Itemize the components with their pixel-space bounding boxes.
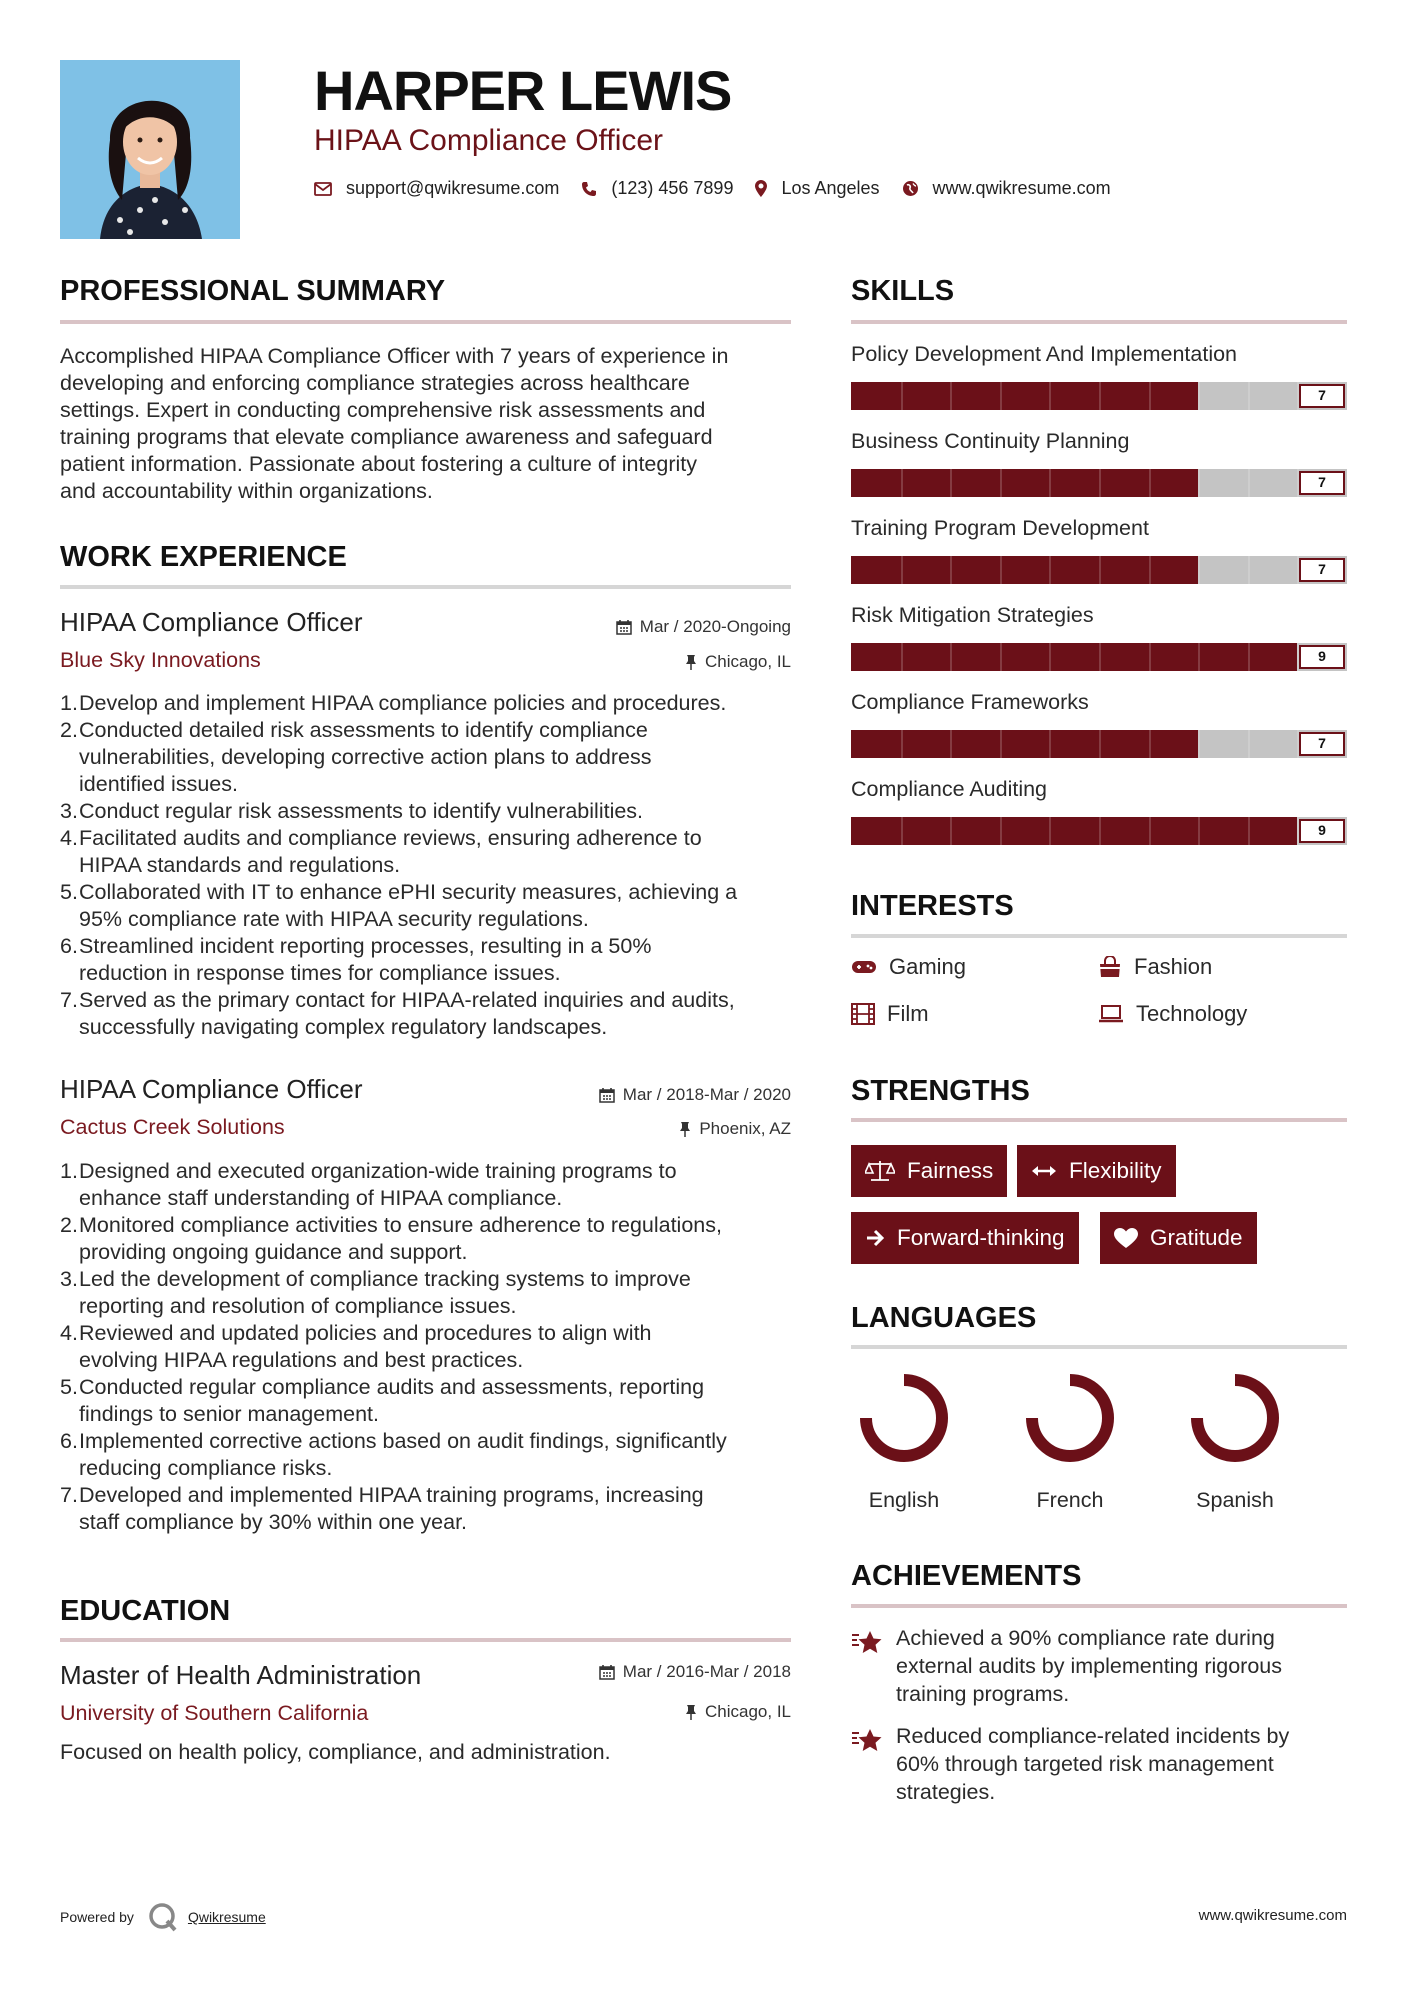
school-name: University of Southern California — [60, 1701, 369, 1725]
contact-row — [314, 178, 1133, 199]
job-2-title: HIPAA Compliance Officer — [60, 1074, 363, 1104]
interest-label: Technology — [1136, 1001, 1248, 1026]
education-heading: EDUCATION — [60, 1595, 231, 1627]
achievements-heading: ACHIEVEMENTS — [851, 1560, 1082, 1592]
list-line: Served as the primary contact for HIPAA-related inquiries and audits, — [79, 988, 735, 1012]
skill-bar-segment — [1000, 643, 1002, 671]
skill-level-badge: 9 — [1299, 645, 1345, 669]
list-number: 2. — [60, 718, 78, 742]
education-location — [685, 1702, 791, 1722]
skill-bar-segment — [901, 469, 903, 497]
experience-divider — [60, 585, 791, 589]
language-ring — [1025, 1373, 1115, 1463]
skill-bar-segment — [1049, 469, 1051, 497]
education-description: Focused on health policy, compliance, and administration. — [60, 1740, 611, 1764]
film-icon — [851, 1003, 875, 1025]
qwikresume-logo-icon — [148, 1902, 178, 1932]
list-item — [60, 879, 737, 933]
skill-bar-fill — [851, 382, 1198, 410]
skill-bar — [851, 556, 1347, 584]
skill-bar-segment — [950, 730, 952, 758]
job-2-location — [679, 1119, 791, 1139]
education-dates-text: Mar / 2016-Mar / 2018 — [622, 1662, 791, 1681]
list-number: 7. — [60, 988, 78, 1012]
list-item — [60, 717, 737, 798]
skill-bar-segment — [1099, 469, 1101, 497]
interest-film — [851, 1001, 929, 1027]
footer-website[interactable]: www.qwikresume.com — [1198, 1907, 1347, 1924]
profile-photo — [60, 60, 240, 239]
skill-bar-segment — [1049, 817, 1051, 845]
list-line: 95% compliance rate with HIPAA security regulations. — [79, 907, 589, 931]
list-line: Monitored compliance activities to ensure adherence to regulations, — [79, 1213, 722, 1237]
skill-bar-segment — [1099, 817, 1101, 845]
list-number: 1. — [60, 691, 78, 715]
job-1-bullets — [60, 690, 737, 1041]
list-item — [60, 1482, 727, 1536]
list-line: reporting and resolution of compliance issues. — [79, 1294, 517, 1318]
skill-bar-segment — [1248, 730, 1250, 758]
strength-label: Fairness — [907, 1158, 994, 1183]
skill-bar-segment — [1099, 643, 1101, 671]
shopping-bag-icon — [1098, 956, 1122, 978]
skill-bar-segment — [1198, 382, 1200, 410]
skill-bar-segment — [950, 382, 952, 410]
list-line: Led the development of compliance tracking systems to improve — [79, 1267, 691, 1291]
achievements-divider — [851, 1604, 1347, 1608]
job-1-title: HIPAA Compliance Officer — [60, 607, 363, 637]
skill-bar-fill — [851, 643, 1297, 671]
interest-fashion — [1098, 954, 1212, 980]
job-1-dates — [616, 617, 791, 637]
list-line: Implemented corrective actions based on audit findings, significantly — [79, 1429, 727, 1453]
interests-heading: INTERESTS — [851, 890, 1014, 922]
language-ring-arc — [866, 1380, 942, 1456]
skill-label: Compliance Auditing — [851, 777, 1048, 801]
list-line: Reviewed and updated policies and procedures to align with — [79, 1321, 652, 1345]
strength-gratitude — [1100, 1212, 1257, 1264]
skill-bar-segment — [1000, 382, 1002, 410]
list-line: successfully navigating complex regulatory landscapes. — [79, 1015, 608, 1039]
skill-bar-segment — [901, 382, 903, 410]
list-item — [60, 933, 737, 987]
language-ring-arc — [1197, 1380, 1273, 1456]
list-line: Designed and executed organization-wide training programs to — [79, 1159, 677, 1183]
language-name: English — [868, 1488, 940, 1512]
list-item — [60, 1158, 727, 1212]
skill-bar-segment — [1149, 382, 1151, 410]
star-award-icon — [851, 1630, 883, 1656]
list-number: 6. — [60, 1429, 78, 1453]
achievement-line: Achieved a 90% compliance rate during — [896, 1626, 1275, 1650]
list-item — [60, 1428, 727, 1482]
list-line: Facilitated audits and compliance reviews, ensuring adherence to — [79, 826, 702, 850]
contact-website[interactable] — [902, 178, 1111, 199]
achievement-line: external audits by implementing rigorous — [896, 1654, 1283, 1678]
list-number: 3. — [60, 1267, 78, 1291]
list-line: providing ongoing guidance and support. — [79, 1240, 468, 1264]
skill-bar-segment — [1049, 730, 1051, 758]
list-number: 7. — [60, 1483, 78, 1507]
skill-bar-segment — [1248, 556, 1250, 584]
skill-bar-segment — [1198, 817, 1200, 845]
education-location-text: Chicago, IL — [705, 1702, 791, 1721]
interest-gaming — [851, 954, 966, 980]
list-number: 5. — [60, 1375, 78, 1399]
achievement-line: training programs. — [896, 1682, 1070, 1706]
job-2-dates — [599, 1085, 791, 1105]
strengths-divider — [851, 1118, 1347, 1122]
summary-line: training programs that elevate compliance awareness and safeguard — [60, 425, 713, 449]
strengths-heading: STRENGTHS — [851, 1075, 1030, 1107]
arrows-horizontal-icon — [1031, 1164, 1057, 1178]
skill-bar-segment — [1000, 730, 1002, 758]
language-name: French — [1036, 1488, 1104, 1512]
list-item — [60, 798, 737, 825]
degree-title: Master of Health Administration — [60, 1660, 422, 1690]
footer-powered-by — [60, 1902, 266, 1932]
skill-bar-segment — [950, 643, 952, 671]
skill-bar-segment — [1149, 469, 1151, 497]
languages-heading: LANGUAGES — [851, 1302, 1037, 1334]
candidate-name: HARPER LEWIS — [314, 59, 732, 122]
arrow-right-icon — [865, 1228, 885, 1248]
list-number: 1. — [60, 1159, 78, 1183]
list-number: 2. — [60, 1213, 78, 1237]
list-line: vulnerabilities, developing corrective action plans to address — [79, 745, 652, 769]
skill-level-badge: 7 — [1299, 732, 1345, 756]
email-text: support@qwikresume.com — [346, 178, 560, 198]
phone-text: (123) 456 7899 — [611, 178, 734, 198]
achievement-line: Reduced compliance-related incidents by — [896, 1724, 1290, 1748]
skill-bar-segment — [901, 556, 903, 584]
skill-bar-segment — [1248, 382, 1250, 410]
skill-bar-segment — [1149, 556, 1151, 584]
list-number: 5. — [60, 880, 78, 904]
skill-bar-segment — [1198, 469, 1200, 497]
achievement-line: strategies. — [896, 1780, 996, 1804]
skill-bar-segment — [1099, 730, 1101, 758]
skill-bar-fill — [851, 730, 1198, 758]
language-ring — [1190, 1373, 1280, 1463]
list-line: HIPAA standards and regulations. — [79, 853, 401, 877]
skill-bar — [851, 817, 1347, 845]
summary-heading: PROFESSIONAL SUMMARY — [60, 275, 446, 307]
list-line: reduction in response times for compliance issues. — [79, 961, 561, 985]
job-2-company: Cactus Creek Solutions — [60, 1115, 285, 1139]
list-item — [60, 987, 737, 1041]
map-marker-icon — [755, 180, 767, 197]
skill-bar-segment — [1049, 643, 1051, 671]
summary-line: Accomplished HIPAA Compliance Officer with 7 years of experience in — [60, 344, 729, 368]
skill-bar-segment — [950, 469, 952, 497]
skill-bar-segment — [1099, 382, 1101, 410]
list-line: enhance staff understanding of HIPAA compliance. — [79, 1186, 563, 1210]
skill-bar-segment — [1000, 469, 1002, 497]
skill-bar-segment — [1049, 382, 1051, 410]
job-title: HIPAA Compliance Officer — [314, 124, 664, 157]
summary-line: and accountability within organizations. — [60, 479, 433, 503]
skill-label: Risk Mitigation Strategies — [851, 603, 1094, 627]
summary-line: settings. Expert in conducting comprehensive risk assessments and — [60, 398, 706, 422]
contact-location — [755, 178, 879, 199]
calendar-icon — [616, 619, 632, 635]
skill-bar-fill — [851, 556, 1198, 584]
calendar-icon — [599, 1664, 615, 1680]
skill-bar-segment — [950, 817, 952, 845]
skill-bar — [851, 730, 1347, 758]
strength-label: Forward-thinking — [897, 1225, 1065, 1250]
skill-label: Compliance Frameworks — [851, 690, 1089, 714]
list-line: staff compliance by 30% within one year. — [79, 1510, 468, 1534]
skill-bar-segment — [1198, 643, 1200, 671]
list-item — [60, 825, 737, 879]
skill-bar-segment — [950, 556, 952, 584]
pushpin-icon — [685, 1704, 697, 1720]
skills-divider — [851, 320, 1347, 324]
list-number: 6. — [60, 934, 78, 958]
skill-label: Policy Development And Implementation — [851, 342, 1238, 366]
job-1-location — [685, 652, 791, 672]
list-item — [60, 1320, 727, 1374]
summary-text — [60, 343, 728, 505]
list-number: 4. — [60, 1321, 78, 1345]
strength-label: Flexibility — [1069, 1158, 1162, 1183]
language-name: Spanish — [1196, 1488, 1274, 1512]
pushpin-icon — [685, 654, 697, 670]
education-dates — [599, 1662, 791, 1682]
list-line: Conduct regular risk assessments to identify vulnerabilities. — [79, 799, 644, 823]
list-line: identified issues. — [79, 772, 238, 796]
list-line: Collaborated with IT to enhance ePHI security measures, achieving a — [79, 880, 738, 904]
education-divider — [60, 1638, 791, 1642]
list-item — [60, 690, 737, 717]
languages-divider — [851, 1345, 1347, 1349]
skill-bar — [851, 469, 1347, 497]
skill-bar-segment — [1248, 643, 1250, 671]
achievement-line: 60% through targeted risk management — [896, 1752, 1274, 1776]
skill-bar-segment — [1248, 469, 1250, 497]
envelope-icon — [314, 182, 332, 196]
pushpin-icon — [679, 1121, 691, 1137]
strength-forward-thinking — [851, 1212, 1079, 1264]
list-line: evolving HIPAA regulations and best practices. — [79, 1348, 524, 1372]
skill-level-badge: 7 — [1299, 471, 1345, 495]
laptop-icon — [1098, 1005, 1124, 1023]
contact-phone[interactable] — [581, 178, 733, 199]
language-ring — [859, 1373, 949, 1463]
summary-divider — [60, 320, 791, 324]
list-line: Conducted regular compliance audits and assessments, reporting — [79, 1375, 705, 1399]
heart-icon — [1114, 1228, 1138, 1249]
skill-bar — [851, 382, 1347, 410]
skill-bar-segment — [1248, 817, 1250, 845]
achievement-1 — [896, 1624, 1282, 1708]
list-item — [60, 1266, 727, 1320]
job-2-bullets — [60, 1158, 727, 1536]
list-line: reducing compliance risks. — [79, 1456, 333, 1480]
skill-level-badge: 7 — [1299, 384, 1345, 408]
list-number: 4. — [60, 826, 78, 850]
interest-label: Fashion — [1134, 954, 1213, 979]
skill-bar-segment — [1198, 730, 1200, 758]
skill-bar-segment — [1198, 556, 1200, 584]
list-item — [60, 1374, 727, 1428]
calendar-icon — [599, 1087, 615, 1103]
skill-bar-segment — [1149, 730, 1151, 758]
list-line: Develop and implement HIPAA compliance policies and procedures. — [79, 691, 727, 715]
skill-bar-segment — [1000, 817, 1002, 845]
skill-label: Business Continuity Planning — [851, 429, 1130, 453]
skill-bar-segment — [1099, 556, 1101, 584]
powered-by-text: Powered by — [60, 1909, 134, 1925]
interest-label: Gaming — [889, 954, 967, 979]
skill-bar-segment — [901, 730, 903, 758]
list-line: Streamlined incident reporting processes, resulting in a 50% — [79, 934, 652, 958]
skill-bar-segment — [1000, 556, 1002, 584]
job-1-dates-text: Mar / 2020-Ongoing — [639, 617, 791, 636]
globe-icon — [902, 180, 919, 197]
skill-bar-segment — [1149, 643, 1151, 671]
interest-label: Film — [887, 1001, 929, 1026]
skill-bar-segment — [1149, 817, 1151, 845]
job-1-company: Blue Sky Innovations — [60, 648, 261, 672]
skill-bar — [851, 643, 1347, 671]
summary-line: developing and enforcing compliance strategies across healthcare — [60, 371, 690, 395]
list-line: findings to senior management. — [79, 1402, 379, 1426]
interests-divider — [851, 934, 1347, 938]
list-line: Developed and implemented HIPAA training programs, increasing — [79, 1483, 704, 1507]
strength-flexibility — [1017, 1145, 1176, 1197]
location-text: Los Angeles — [781, 178, 880, 198]
language-ring-arc — [1032, 1380, 1108, 1456]
achievement-2 — [896, 1722, 1289, 1806]
job-1-location-text: Chicago, IL — [705, 652, 791, 671]
skill-label: Training Program Development — [851, 516, 1149, 540]
website-text: www.qwikresume.com — [932, 178, 1111, 198]
experience-heading: WORK EXPERIENCE — [60, 541, 347, 573]
job-2-location-text: Phoenix, AZ — [699, 1119, 791, 1138]
interest-technology — [1098, 1001, 1247, 1027]
strength-label: Gratitude — [1150, 1225, 1243, 1250]
skills-heading: SKILLS — [851, 275, 955, 307]
skill-level-badge: 7 — [1299, 558, 1345, 582]
strength-fairness — [851, 1145, 1007, 1197]
summary-line: patient information. Passionate about fostering a culture of integrity — [60, 452, 698, 476]
list-line: Conducted detailed risk assessments to identify compliance — [79, 718, 648, 742]
balance-scale-icon — [865, 1160, 895, 1182]
skill-bar-segment — [901, 817, 903, 845]
list-item — [60, 1212, 727, 1266]
job-2-dates-text: Mar / 2018-Mar / 2020 — [622, 1085, 791, 1104]
skill-level-badge: 9 — [1299, 819, 1345, 843]
qwikresume-link[interactable]: Qwikresume — [187, 1909, 266, 1925]
skill-bar-segment — [901, 643, 903, 671]
star-award-icon — [851, 1728, 883, 1754]
skill-bar-fill — [851, 469, 1198, 497]
gamepad-icon — [851, 959, 877, 975]
contact-email[interactable] — [314, 178, 559, 199]
skill-bar-segment — [1049, 556, 1051, 584]
skill-bar-fill — [851, 817, 1297, 845]
list-number: 3. — [60, 799, 78, 823]
phone-icon — [581, 181, 597, 197]
